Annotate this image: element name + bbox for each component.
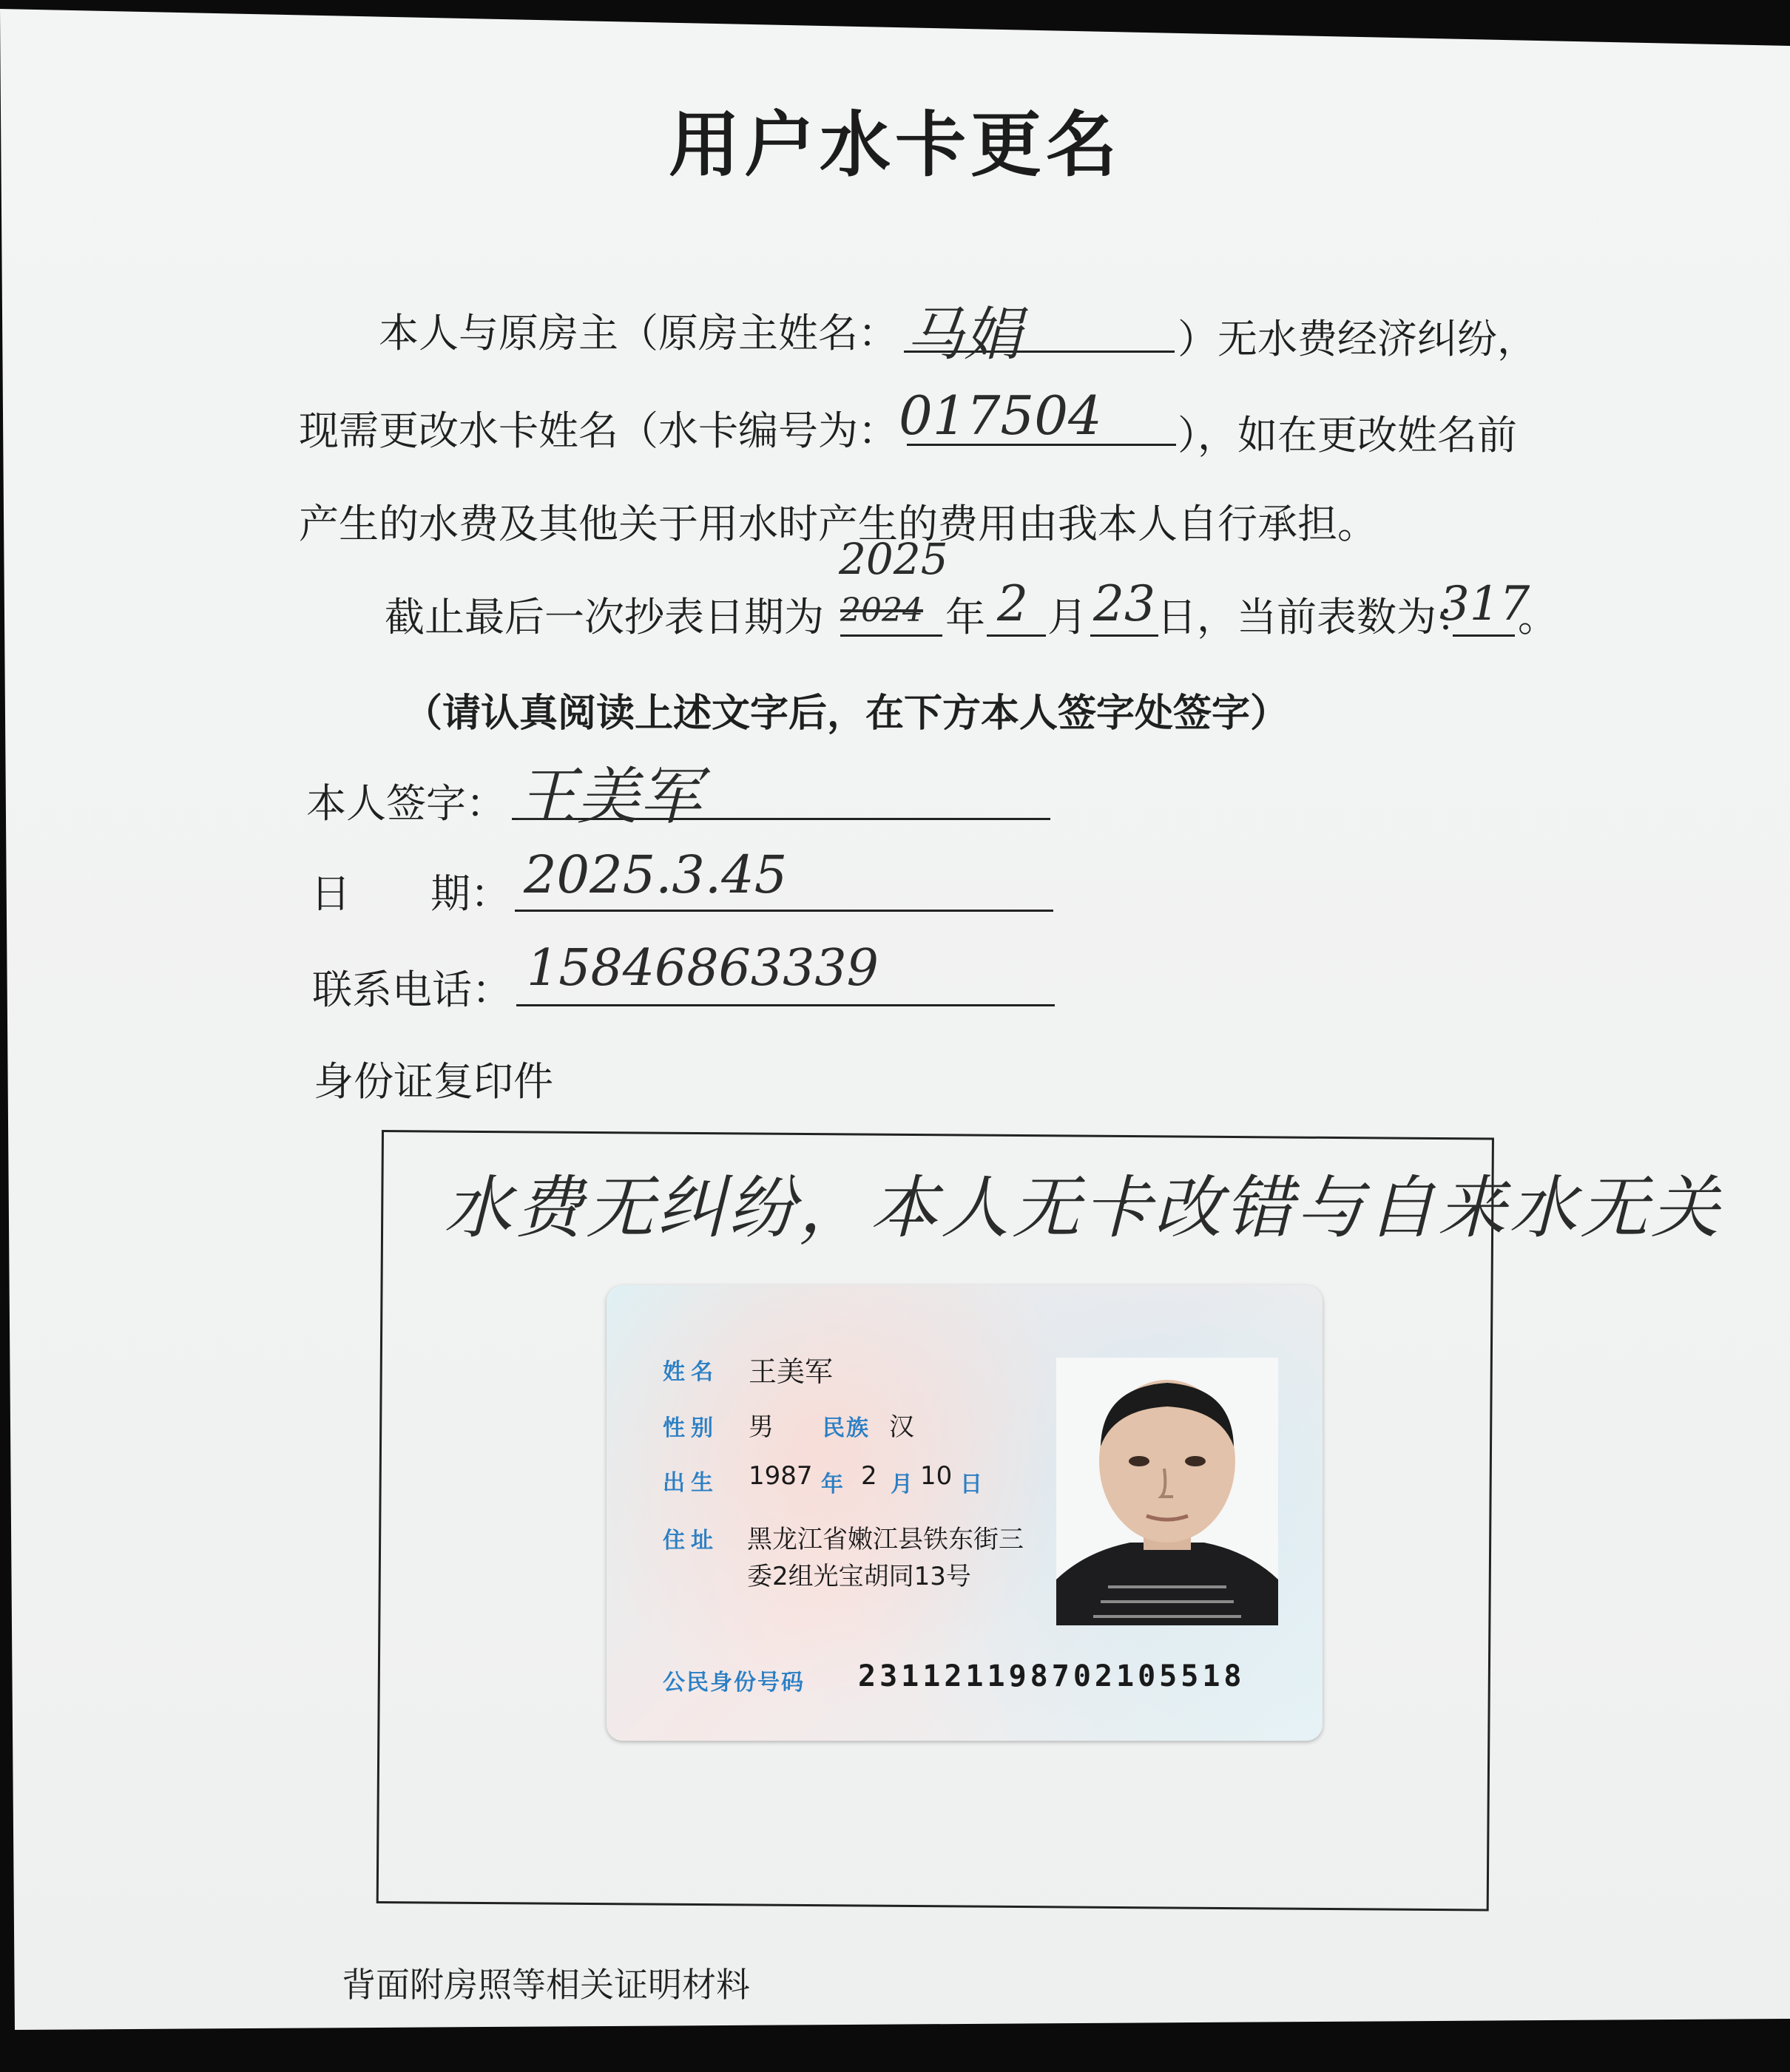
month-label: 月 xyxy=(1047,594,1087,640)
id-copy-label: 身份证复印件 xyxy=(314,1058,553,1105)
id-sex: 男 xyxy=(749,1412,774,1442)
month-value: 2 xyxy=(997,575,1028,632)
id-photo xyxy=(1056,1358,1278,1625)
date-value: 2025.3.45 xyxy=(524,844,788,905)
year-corrected: 2025 xyxy=(839,534,948,584)
original-owner-name: 马娟 xyxy=(906,302,1022,368)
phone-value: 15846863339 xyxy=(527,939,879,998)
paragraph-line3: 产生的水费及其他关于用水时产生的费用由我本人自行承担。 xyxy=(299,501,1377,547)
signature-value: 王美军 xyxy=(515,760,702,833)
paragraph-line2-prefix: 现需更改水卡姓名（水卡编号为： xyxy=(299,407,898,454)
meter-value: 317 xyxy=(1439,577,1530,632)
reading-end: 。 xyxy=(1518,594,1558,640)
id-birth-day: 10 xyxy=(920,1461,953,1491)
id-name-label: 姓名 xyxy=(663,1359,719,1385)
phone-label: 联系电话： xyxy=(312,966,512,1013)
id-birth-label: 出生 xyxy=(663,1470,719,1496)
year-struck: 2024 xyxy=(840,592,923,629)
date-line xyxy=(515,910,1053,912)
id-address-label: 住址 xyxy=(663,1528,719,1554)
id-birth-day-unit: 日 xyxy=(960,1472,982,1497)
handwritten-note: 水费无纠纷，本人无卡改错与自来水无关 xyxy=(444,1168,1723,1247)
footer-note: 背面附房照等相关证明材料 xyxy=(342,1965,750,2005)
id-number-label: 公民身份号码 xyxy=(663,1670,805,1696)
year-blank xyxy=(840,634,942,637)
sign-instruction: （请认真阅读上述文字后，在下方本人签字处签字） xyxy=(404,691,1289,736)
reading-prefix: 截止最后一次抄表日期为 xyxy=(385,594,824,640)
id-card-image xyxy=(607,1285,1323,1741)
id-ethnicity-label: 民族 xyxy=(823,1415,870,1441)
id-address-line2: 委2组光宝胡同13号 xyxy=(747,1562,971,1591)
paragraph-line1-suffix: ）无水费经济纠纷， xyxy=(1178,316,1537,362)
id-ethnicity: 汉 xyxy=(889,1412,914,1442)
id-address-line1: 黑龙江省嫩江县铁东街三 xyxy=(747,1525,1024,1554)
id-number: 231121198702105518 xyxy=(858,1659,1246,1693)
id-birth-year-unit: 年 xyxy=(821,1472,843,1497)
meter-blank xyxy=(1453,634,1515,637)
id-name: 王美军 xyxy=(749,1355,834,1388)
id-birth-year: 1987 xyxy=(749,1461,813,1491)
id-sex-label: 性别 xyxy=(663,1415,719,1441)
date-label: 日 期： xyxy=(311,870,510,917)
day-label: 日，当前表数为： xyxy=(1157,594,1476,640)
paragraph-line1-prefix: 本人与原房主（原房主姓名： xyxy=(379,310,898,356)
id-birth-month-unit: 月 xyxy=(891,1472,913,1497)
year-label: 年 xyxy=(945,594,985,640)
month-blank xyxy=(987,634,1046,637)
phone-line xyxy=(516,1004,1055,1006)
signature-label: 本人签字： xyxy=(306,780,506,827)
day-value: 23 xyxy=(1093,575,1155,632)
id-birth-month: 2 xyxy=(861,1461,877,1491)
page-title: 用户水卡更名 xyxy=(669,104,1121,186)
paragraph-line2-suffix: ），如在更改姓名前 xyxy=(1178,412,1517,458)
card-number: 017504 xyxy=(899,385,1102,447)
day-blank xyxy=(1090,634,1158,637)
